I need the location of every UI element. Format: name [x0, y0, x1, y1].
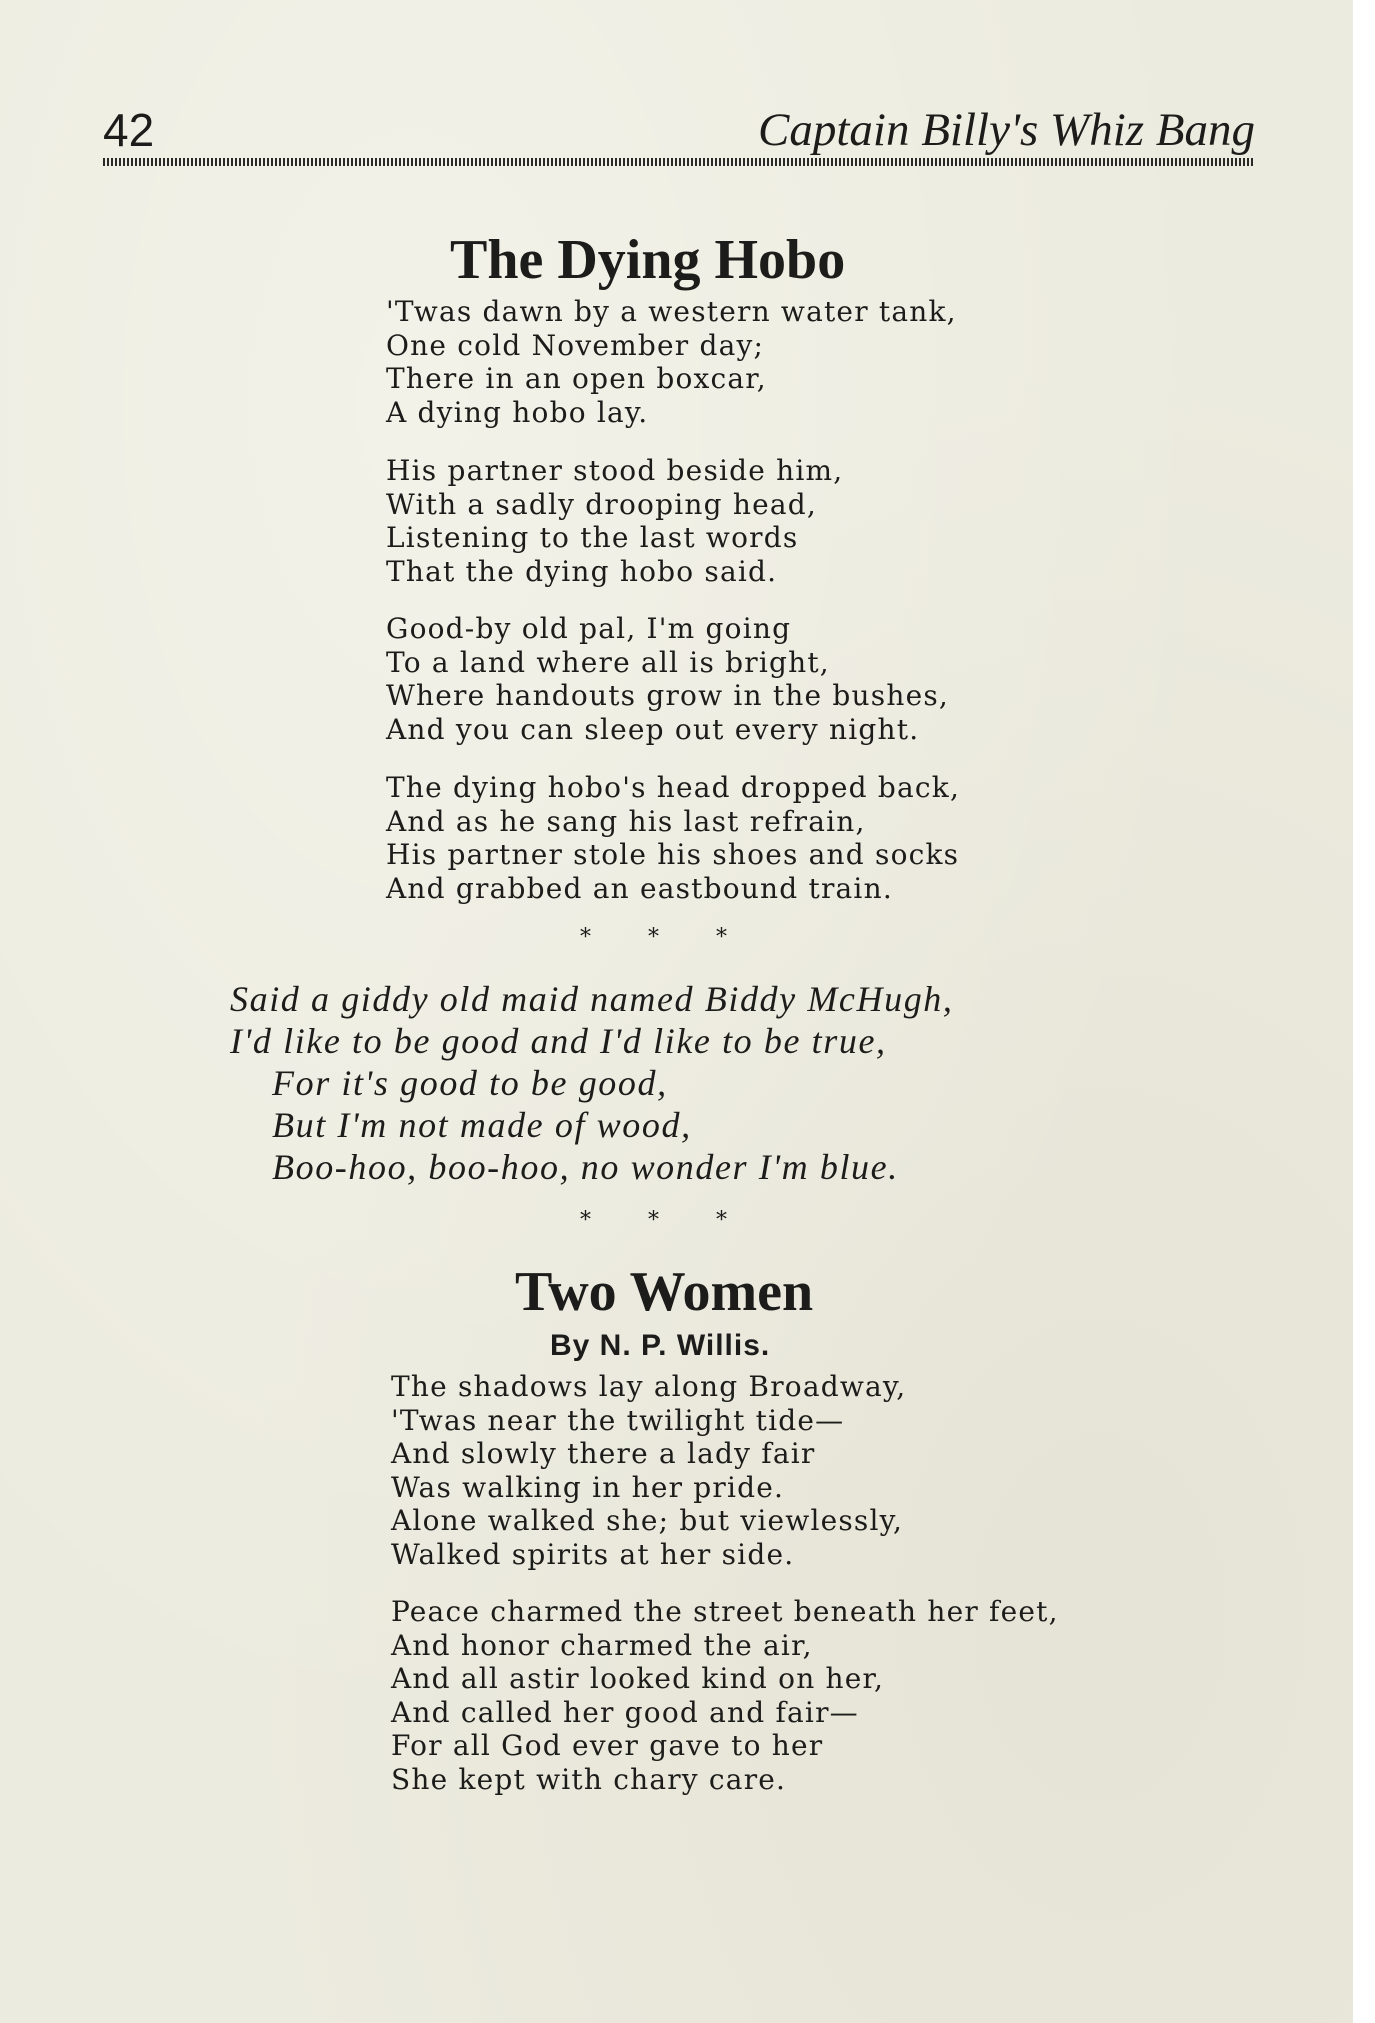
poem-line: The dying hobo's head dropped back, [386, 771, 961, 804]
stanza-5 [391, 1370, 906, 1571]
poem-line: A dying hobo lay. [386, 395, 649, 429]
byline: By N. P. Willis. [550, 1329, 771, 1362]
poem-line: His partner stood beside him, [386, 454, 844, 487]
poem-line: Good-by old pal, I'm going [386, 612, 792, 645]
poem-title-two-women: Two Women [515, 1261, 814, 1323]
poem-line: And slowly there a lady fair [391, 1437, 816, 1470]
poem-line: 'Twas near the twilight tide— [391, 1403, 845, 1437]
stanza-4 [386, 771, 960, 905]
asterisk: * [580, 925, 591, 950]
stanza-6 [391, 1595, 1059, 1796]
poem-line: That the dying hobo said. [386, 554, 778, 588]
poem-line: The shadows lay along Broadway, [391, 1370, 907, 1403]
limerick-line: Boo-hoo, boo-hoo, no wonder I'm blue. [272, 1147, 899, 1187]
asterisk: * [648, 1208, 659, 1233]
poem-line: 'Twas dawn by a western water tank, [386, 295, 957, 328]
poem-line: Alone walked she; but viewlessly, [391, 1504, 904, 1537]
asterism-separator [580, 925, 780, 951]
limerick-line: For it's good to be good, [272, 1063, 668, 1103]
poem-line: And as he sang his last refrain, [386, 804, 866, 838]
poem-line: She kept with chary care. [391, 1762, 787, 1796]
poem-line: And honor charmed the air, [391, 1628, 813, 1662]
poem-line: With a sadly drooping head, [386, 487, 817, 521]
asterism-separator [580, 1208, 780, 1234]
poem-line: Where handouts grow in the bushes, [386, 679, 950, 712]
limerick [230, 978, 954, 1188]
poem-line: For all God ever gave to her [391, 1729, 824, 1762]
poem-line: There in an open boxcar, [386, 362, 767, 395]
asterisk: * [580, 1208, 591, 1233]
asterisk: * [716, 925, 727, 950]
asterisk: * [648, 925, 659, 950]
poem-title-dying-hobo: The Dying Hobo [450, 229, 846, 291]
poem-line: Peace charmed the street beneath her feet, [391, 1595, 1059, 1628]
poem-line: And you can sleep out every night. [386, 712, 920, 746]
page-number: 42 [103, 104, 155, 156]
limerick-line: But I'm not made of wood, [272, 1105, 692, 1145]
poem-line: Walked spirits at her side. [391, 1537, 795, 1571]
poem-line: One cold November day; [386, 328, 765, 362]
poem-line: To a land where all is bright, [386, 645, 830, 679]
poem-line: Listening to the last words [386, 521, 799, 554]
poem-line: Was walking in her pride. [391, 1470, 785, 1504]
running-title: Captain Billy's Whiz Bang [757, 104, 1255, 156]
limerick-line: Said a giddy old maid named Biddy McHugh, [230, 979, 954, 1019]
stanza-1 [386, 295, 957, 429]
page-header [103, 100, 1255, 160]
limerick-line: I'd like to be good and I'd like to be true, [230, 1021, 887, 1061]
header-rule [103, 158, 1255, 166]
asterisk: * [716, 1208, 727, 1233]
stanza-3 [386, 612, 949, 746]
poem-line: And grabbed an eastbound train. [386, 871, 893, 905]
stanza-2 [386, 454, 843, 588]
poem-line: And all astir looked kind on her, [391, 1662, 885, 1695]
poem-line: And called her good and fair— [391, 1695, 859, 1729]
poem-line: His partner stole his shoes and socks [386, 838, 960, 871]
page-edge [1353, 0, 1375, 2023]
